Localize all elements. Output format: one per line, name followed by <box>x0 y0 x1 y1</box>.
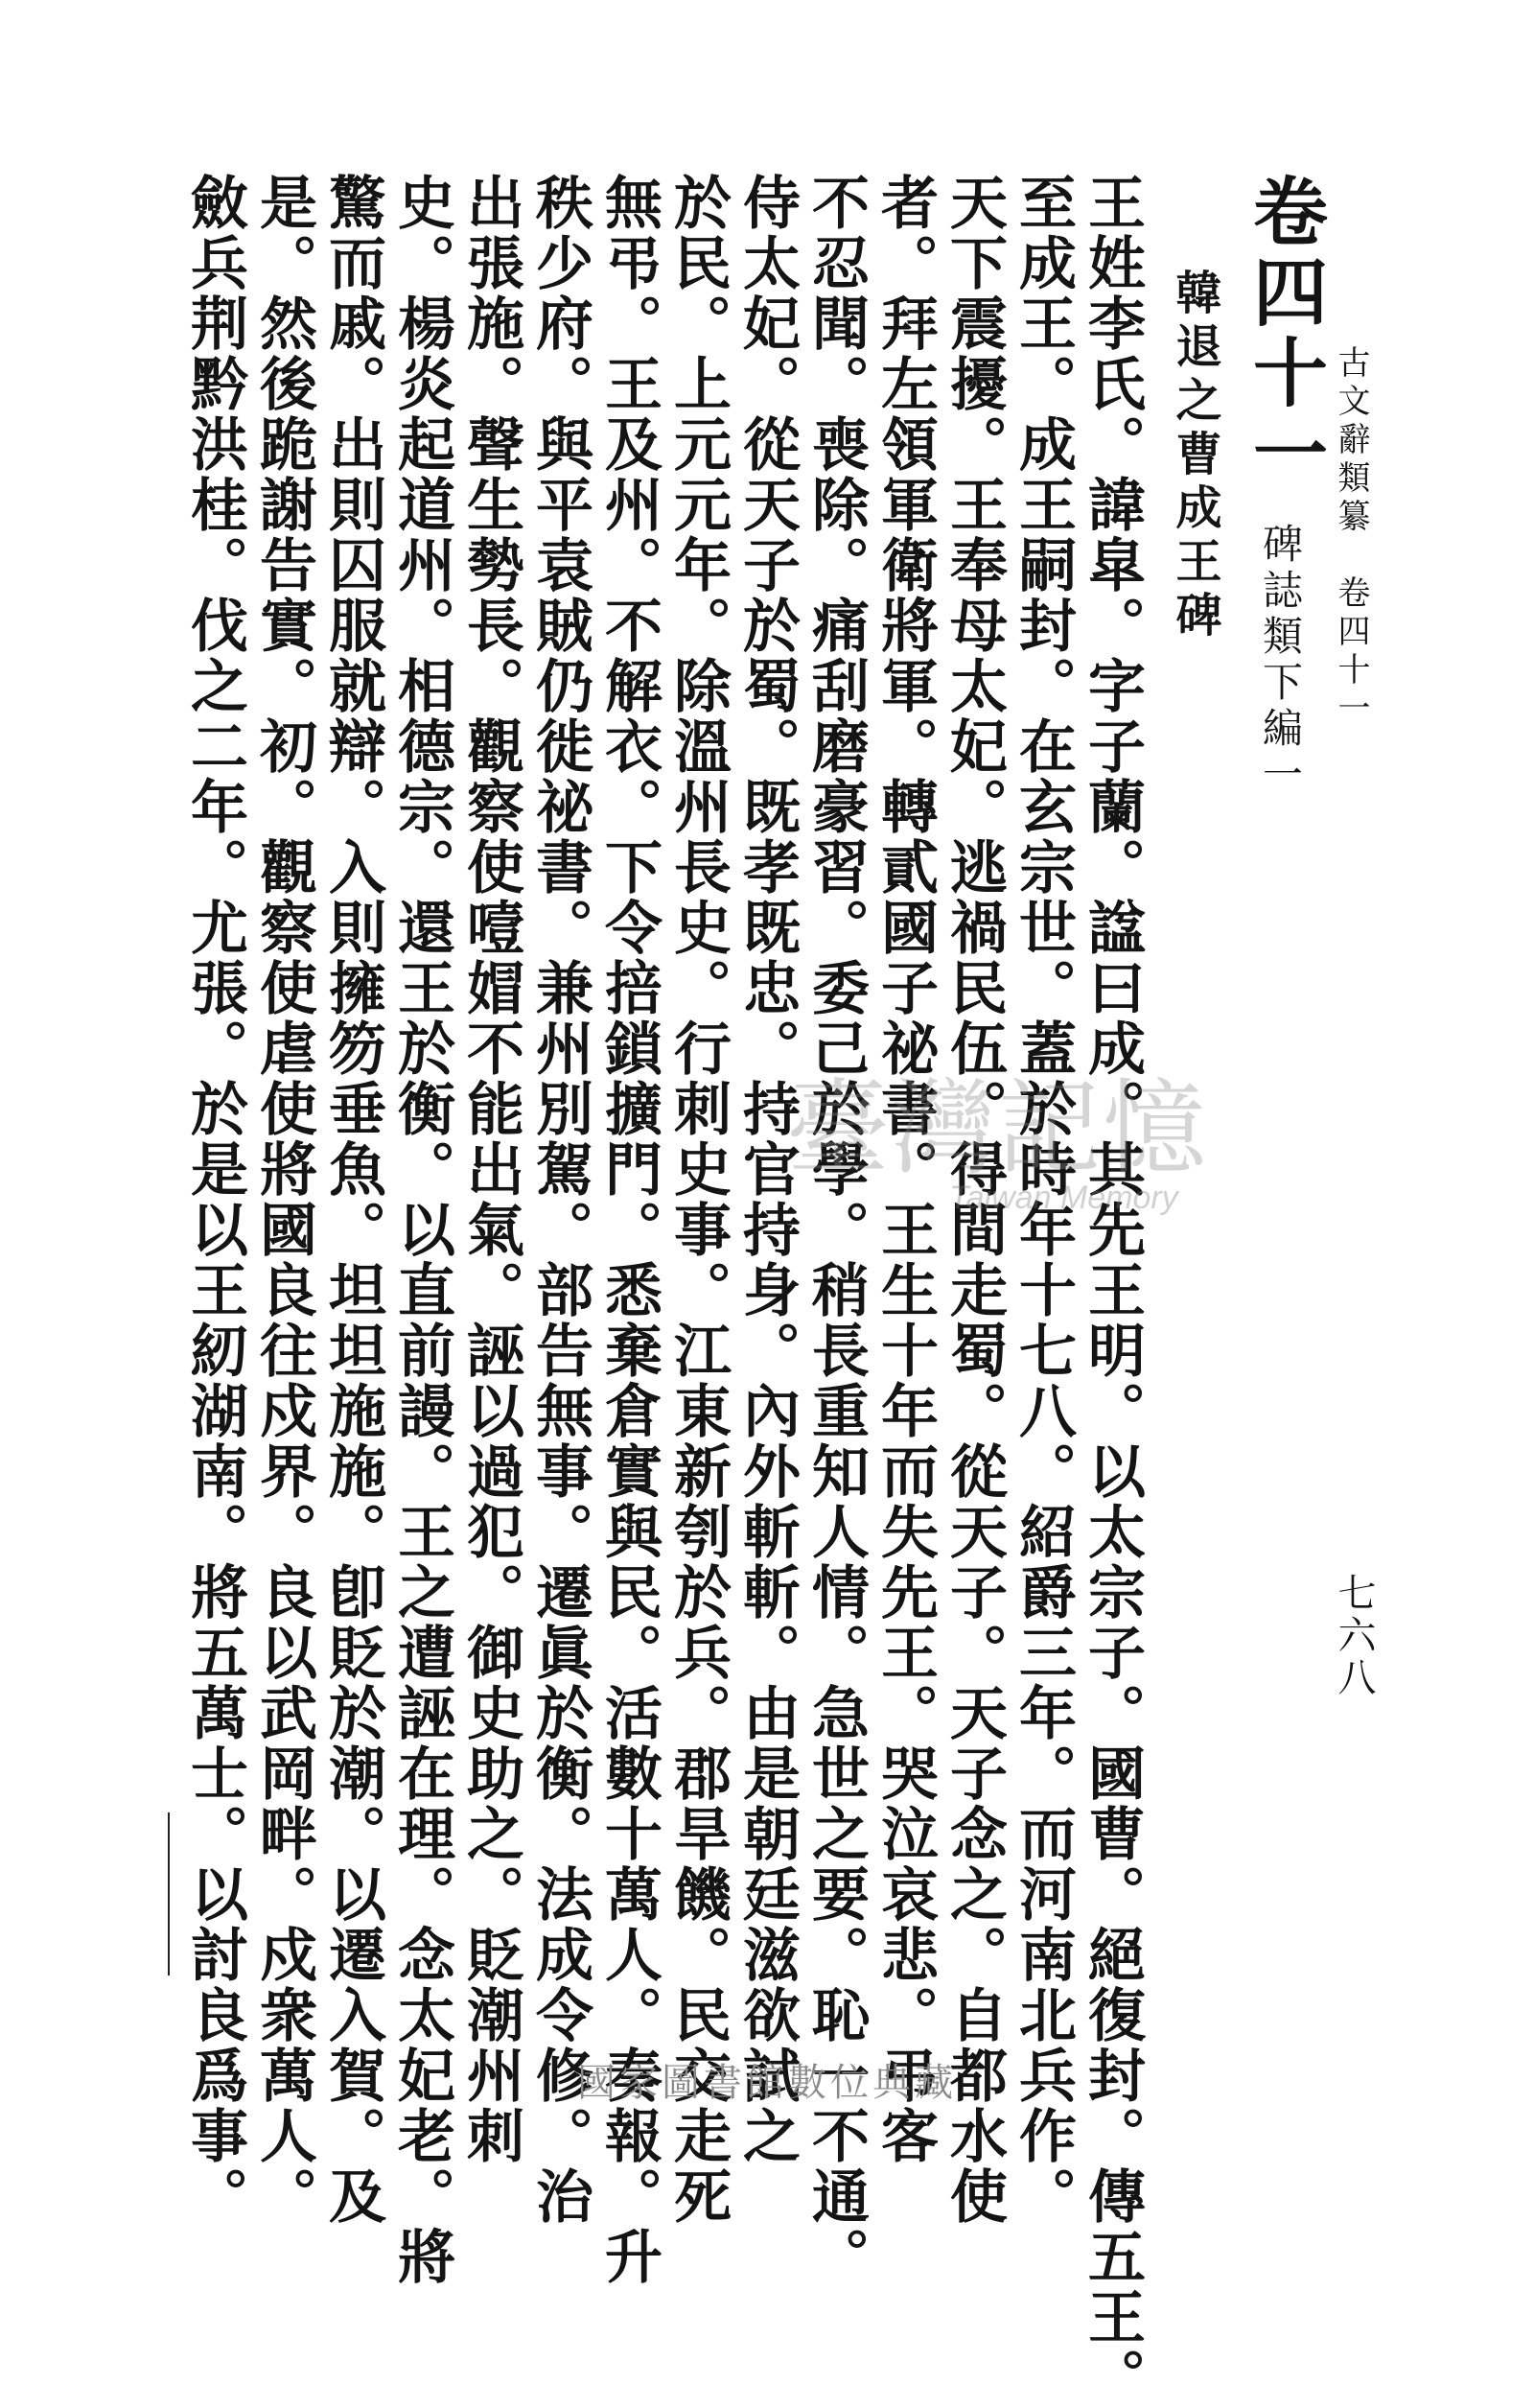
body-column: 王姓李氏。諱皐。字子蘭。諡曰成。其先王明。以太宗子。國曹。絕復封。傳五王。 <box>1079 173 1146 2408</box>
body-column: 無弔。王及州。不解衣。下令掊鎖擴門。悉棄倉實與民。活數十萬人。奏報。升 <box>595 173 662 2287</box>
body-column: 史。楊炎起道州。相德宗。還王於衡。以直前謾。王之遭誣在理。念太妃老。將 <box>388 173 455 2287</box>
body-column: 至成王。成王嗣封。在玄宗世。蓋於時年十七八。紹爵三年。而河南北兵作。 <box>1010 173 1077 2227</box>
body-column: 者。拜左領軍衛將軍。轉貳國子祕書。王生十年而失先王。哭泣哀悲。弔客 <box>872 173 939 2166</box>
running-header: 古文辭類纂 卷四十一 <box>1332 345 1370 729</box>
watermark-subtext: Taiwan Memory <box>949 1180 1178 1216</box>
watermark-text: 臺灣記憶 <box>786 1069 1209 1189</box>
body-column: 是。然後跪謝告實。初。觀察使虐使將國良往戍界。良以武岡畔。戍衆萬人。 <box>250 173 317 2227</box>
body-column: 出張施。聲生勢長。觀察使噎媢不能出氣。誣以過犯。御史助之。貶潮州刺 <box>457 173 524 2166</box>
page-number: 七六八 <box>1332 1573 1376 1699</box>
body-column: 斂兵荆黔洪桂。伐之二年。尤張。於是以王紉湖南。將五萬士。以討良爲事。 <box>181 173 248 2227</box>
body-column: 於民。上元元年。除溫州長史。行刺史事。江東新刳於兵。郡旱饑。民交走死 <box>664 173 732 2227</box>
body-column: 驚而戚。出則囚服就辯。入則擁笏垂魚。坦坦施施。卽貶於潮。以遷入賀。及 <box>319 173 386 2227</box>
body-column: 天下震擾。王奉母太妃。逃禍民伍。得間走蜀。從天子。天子念之。自都水使 <box>941 173 1008 2227</box>
watermark <box>786 1045 1237 1237</box>
margin-rule <box>168 1812 170 1975</box>
volume-title: 卷四十一 <box>1241 173 1328 495</box>
category-label: 碑誌類下編一 <box>1257 523 1304 799</box>
essay-title: 韓退之曹成王碑 <box>1168 269 1221 644</box>
body-column: 秩少府。與平袁賊仍徙祕書。兼州別駕。部告無事。遷眞於衡。法成令修。治 <box>526 173 593 2227</box>
body-column: 侍太妃。從天子於蜀。既孝既忠。持官持身。內外斬斬。由是朝廷滋欲試之 <box>733 173 801 2166</box>
body-column: 不忍聞。喪除。痛刮磨豪習。委己於學。稍長重知人情。急世之要。恥一不通。 <box>802 173 870 2287</box>
footer-credit: 國家圖書館數位典藏 <box>577 2061 957 2105</box>
